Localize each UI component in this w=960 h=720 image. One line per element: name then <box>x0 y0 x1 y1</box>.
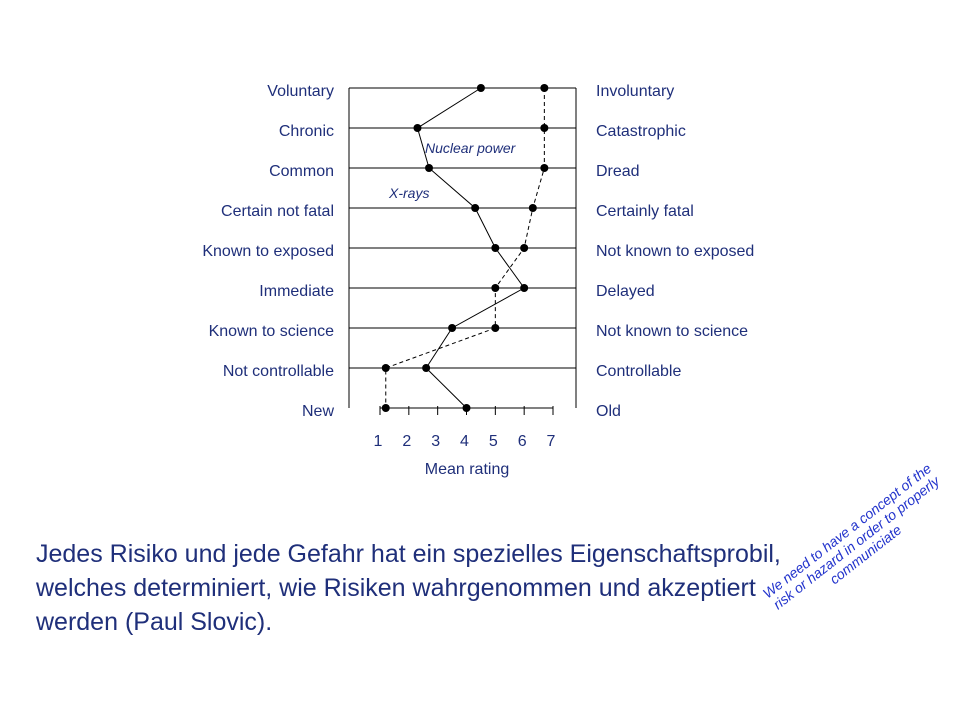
side-note: We need to have a concept of the risk or hazard in order to properly communiciate <box>759 460 943 613</box>
right-label: Catastrophic <box>596 123 686 140</box>
data-point <box>382 364 390 372</box>
left-label: Immediate <box>259 283 334 300</box>
left-label: Common <box>269 163 334 180</box>
data-point <box>491 284 499 292</box>
caption-text: Jedes Risiko und jede Gefahr hat ein spezielles Eigenschaftsprobil, welches determiniert, wie Risiken wahrgenommen und akzeptiert werden (Paul Slovic). <box>36 540 781 636</box>
left-label: Known to science <box>208 323 334 340</box>
left-label: Not controllable <box>222 363 334 380</box>
x-tick-label: 6 <box>517 433 527 450</box>
right-axis-labels <box>596 83 754 420</box>
data-point <box>540 84 548 92</box>
left-label: New <box>301 403 334 420</box>
data-point <box>382 404 390 412</box>
left-axis-labels <box>202 83 334 420</box>
right-label: Delayed <box>596 283 655 300</box>
left-label: Known to exposed <box>202 243 334 260</box>
data-point <box>463 404 471 412</box>
right-label: Dread <box>596 163 640 180</box>
data-point <box>540 124 548 132</box>
data-point <box>491 324 499 332</box>
data-point <box>413 124 421 132</box>
left-label: Certain not fatal <box>221 203 334 220</box>
data-point <box>529 204 537 212</box>
x-tick-label: 3 <box>431 433 441 450</box>
left-label: Voluntary <box>267 83 334 100</box>
data-point <box>471 204 479 212</box>
x-tick-label: 1 <box>373 433 383 450</box>
right-label: Not known to exposed <box>596 243 755 260</box>
right-label: Not known to science <box>596 323 749 340</box>
right-label: Involuntary <box>596 83 675 100</box>
nuclear-power-annotation: Nuclear power <box>425 140 516 156</box>
right-label: Certainly fatal <box>596 203 694 220</box>
x-tick-label: 5 <box>488 433 498 450</box>
x-tick-label: 7 <box>546 433 556 450</box>
x-axis-ticks <box>374 433 556 450</box>
x-tick-label: 2 <box>402 433 412 450</box>
right-label: Old <box>596 403 621 420</box>
data-point <box>425 164 433 172</box>
data-point <box>422 364 430 372</box>
data-point <box>477 84 485 92</box>
x-rays-annotation: X-rays <box>389 185 430 201</box>
x-tick-label: 4 <box>460 433 469 450</box>
data-point <box>448 324 456 332</box>
x-axis-label: Mean rating <box>424 461 510 478</box>
data-point <box>520 244 528 252</box>
data-point <box>491 244 499 252</box>
data-point <box>520 284 528 292</box>
right-label: Controllable <box>596 363 682 380</box>
data-point <box>540 164 548 172</box>
left-label: Chronic <box>278 123 334 140</box>
